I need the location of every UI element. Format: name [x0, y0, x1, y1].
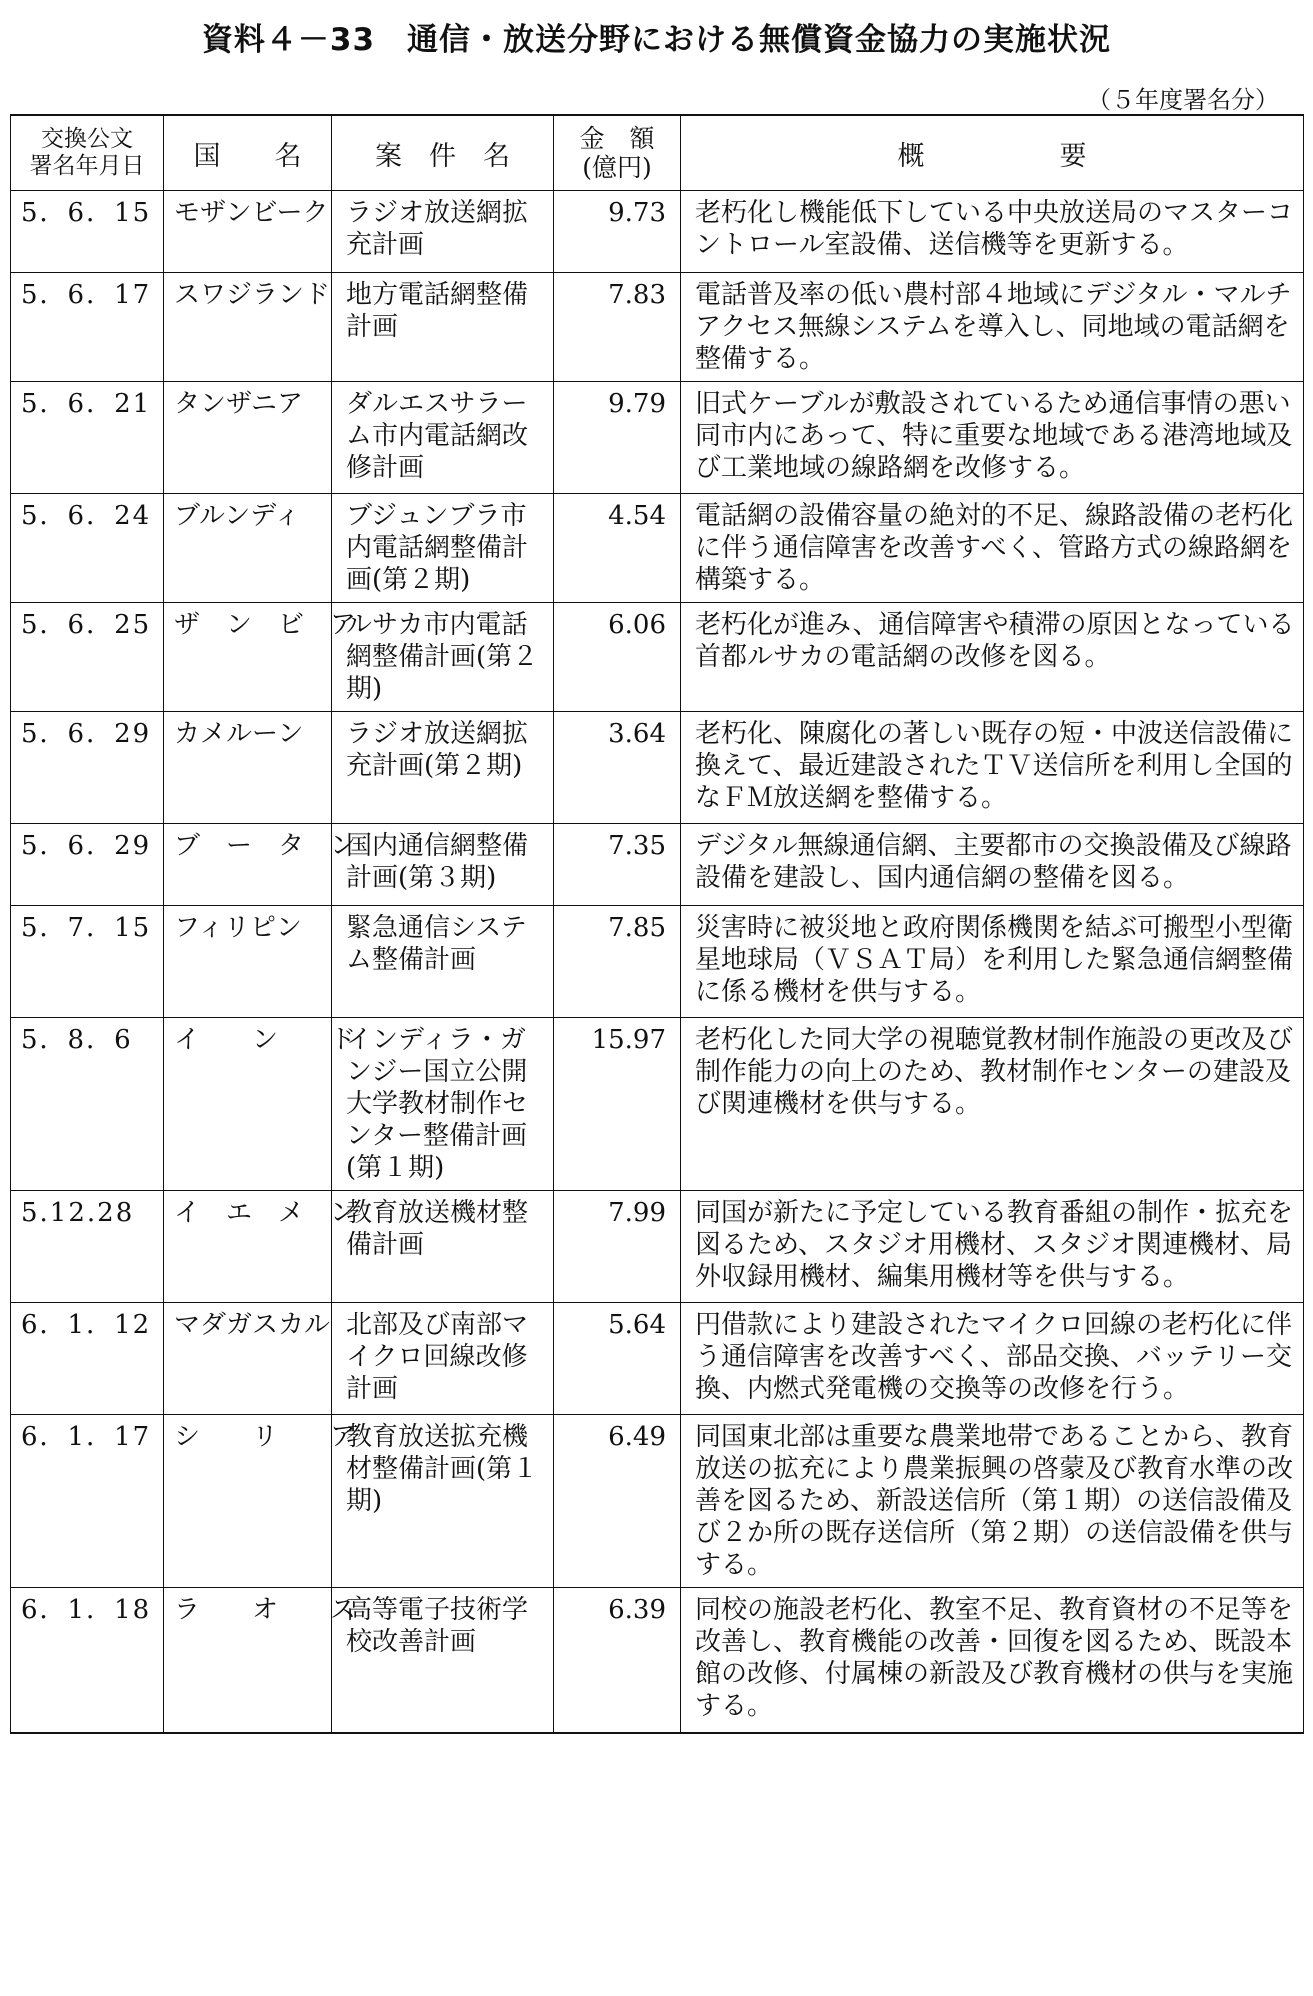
header-signing-date-line1: 交換公文 [41, 126, 133, 152]
cell-amount: 9.79 [554, 382, 681, 494]
table-row [11, 1018, 1304, 1191]
cell-signing-date: 5．6．15 [11, 191, 164, 273]
table-row [11, 1191, 1304, 1303]
cell-summary: 電話網の設備容量の絶対的不足、線路設備の老朽化に伴う通信障害を改善すべく、管路方式の線路網を構築する。 [681, 494, 1304, 603]
cell-project-name: ラジオ放送網拡充計画(第２期) [332, 712, 554, 824]
table-row [11, 382, 1304, 494]
cell-signing-date: 5．6．21 [11, 382, 164, 494]
cell-country: タンザニア [164, 382, 332, 494]
cell-project-name: 地方電話網整備計画 [332, 273, 554, 382]
cell-amount: 7.85 [554, 906, 681, 1018]
table-row [11, 712, 1304, 824]
header-signing-date-line2: 署名年月日 [29, 153, 145, 179]
cell-summary: 電話普及率の低い農村部４地域にデジタル・マルチアクセス無線システムを導入し、同地域の電話網を整備する。 [681, 273, 1304, 382]
cell-project-name: 教育放送機材整備計画 [332, 1191, 554, 1303]
table-row [11, 906, 1304, 1018]
cell-summary: 老朽化、陳腐化の著しい既存の短・中波送信設備に換えて、最近建設されたＴＶ送信所を利用し全国的なＦＭ放送網を整備する。 [681, 712, 1304, 824]
header-summary: 概 要 [681, 115, 1304, 191]
table-row [11, 273, 1304, 382]
cell-project-name: 国内通信網整備計画(第３期) [332, 824, 554, 906]
header-amount-line2: (億円) [582, 153, 652, 182]
fiscal-year-note: （５年度署名分） [1087, 86, 1279, 114]
cell-signing-date: 5．8．6 [11, 1018, 164, 1191]
cell-amount: 4.54 [554, 494, 681, 603]
cell-signing-date: 5．6．17 [11, 273, 164, 382]
cell-project-name: ブジュンブラ市内電話網整備計画(第２期) [332, 494, 554, 603]
cell-country: イ ン ド [164, 1018, 332, 1191]
cell-summary: 同校の施設老朽化、教室不足、教育資材の不足等を改善し、教育機能の改善・回復を図るため、既設本館の改修、付属棟の新設及び教育機材の供与を実施する。 [681, 1588, 1304, 1733]
cell-signing-date: 6．1．17 [11, 1415, 164, 1588]
cell-signing-date: 5．6．29 [11, 712, 164, 824]
table-header-row [11, 115, 1304, 191]
cell-summary: 老朽化が進み、通信障害や積滞の原因となっている首都ルサカの電話網の改修を図る。 [681, 603, 1304, 712]
table-body [11, 191, 1304, 1733]
cell-signing-date: 6．1．12 [11, 1303, 164, 1415]
cell-country: カメルーン [164, 712, 332, 824]
cell-country: フィリピン [164, 906, 332, 1018]
cell-signing-date: 6．1．18 [11, 1588, 164, 1733]
cell-country: ザ ン ビ ア [164, 603, 332, 712]
cell-summary: デジタル無線通信網、主要都市の交換設備及び線路設備を建設し、国内通信網の整備を図る。 [681, 824, 1304, 906]
cell-project-name: 北部及び南部マイクロ回線改修計画 [332, 1303, 554, 1415]
cell-project-name: インディラ・ガンジー国立公開大学教材制作センター整備計画(第１期) [332, 1018, 554, 1191]
header-country: 国 名 [164, 115, 332, 191]
cell-summary: 災害時に被災地と政府関係機関を結ぶ可搬型小型衛星地球局（ＶＳＡＴ局）を利用した緊急通信網整備に係る機材を供与する。 [681, 906, 1304, 1018]
header-amount [554, 115, 681, 191]
table-row [11, 1588, 1304, 1733]
cell-project-name: ルサカ市内電話網整備計画(第２期) [332, 603, 554, 712]
table-row [11, 494, 1304, 603]
cell-signing-date: 5.12.28 [11, 1191, 164, 1303]
cell-amount: 7.35 [554, 824, 681, 906]
cell-summary: 同国東北部は重要な農業地帯であることから、教育放送の拡充により農業振興の啓蒙及び教育水準の改善を図るため、新設送信所（第１期）の送信設備及び２か所の既存送信所（第２期）の送信設備を供与する。 [681, 1415, 1304, 1588]
cell-project-name: 教育放送拡充機材整備計画(第１期) [332, 1415, 554, 1588]
cell-amount: 15.97 [554, 1018, 681, 1191]
page-title: 資料４－33 通信・放送分野における無償資金協力の実施状況 [201, 22, 1112, 58]
cell-signing-date: 5．6．24 [11, 494, 164, 603]
cell-country: イ エ メ ン [164, 1191, 332, 1303]
table-row [11, 1303, 1304, 1415]
cell-amount: 7.83 [554, 273, 681, 382]
cell-project-name: ダルエスサラーム市内電話網改修計画 [332, 382, 554, 494]
header-signing-date [11, 115, 164, 191]
cell-country: ラ オ ス [164, 1588, 332, 1733]
cell-country: モザンビーク [164, 191, 332, 273]
cell-amount: 7.99 [554, 1191, 681, 1303]
table-container [10, 114, 1303, 1734]
cell-summary: 旧式ケーブルが敷設されているため通信事情の悪い同市内にあって、特に重要な地域である港湾地域及び工業地域の線路網を改修する。 [681, 382, 1304, 494]
cell-amount: 6.49 [554, 1415, 681, 1588]
cell-amount: 9.73 [554, 191, 681, 273]
cell-amount: 6.06 [554, 603, 681, 712]
cell-summary: 老朽化した同大学の視聴覚教材制作施設の更改及び制作能力の向上のため、教材制作センターの建設及び関連機材を供与する。 [681, 1018, 1304, 1191]
cell-summary: 同国が新たに予定している教育番組の制作・拡充を図るため、スタジオ用機材、スタジオ関連機材、局外収録用機材、編集用機材等を供与する。 [681, 1191, 1304, 1303]
cell-country: マダガスカル [164, 1303, 332, 1415]
cell-signing-date: 5．7．15 [11, 906, 164, 1018]
cell-signing-date: 5．6．25 [11, 603, 164, 712]
cell-signing-date: 5．6．29 [11, 824, 164, 906]
header-project: 案 件 名 [332, 115, 554, 191]
cell-country: ブ ー タ ン [164, 824, 332, 906]
header-amount-line1: 金 額 [579, 124, 655, 153]
cell-amount: 5.64 [554, 1303, 681, 1415]
table-row [11, 191, 1304, 273]
cell-country: シ リ ア [164, 1415, 332, 1588]
table-row [11, 1415, 1304, 1588]
cell-amount: 3.64 [554, 712, 681, 824]
table-row [11, 824, 1304, 906]
cell-project-name: ラジオ放送網拡充計画 [332, 191, 554, 273]
grant-aid-table [10, 114, 1304, 1734]
cell-project-name: 高等電子技術学校改善計画 [332, 1588, 554, 1733]
cell-summary: 円借款により建設されたマイクロ回線の老朽化に伴う通信障害を改善すべく、部品交換、バッテリー交換、内燃式発電機の交換等の改修を行う。 [681, 1303, 1304, 1415]
cell-project-name: 緊急通信システム整備計画 [332, 906, 554, 1018]
cell-amount: 6.39 [554, 1588, 681, 1733]
table-row [11, 603, 1304, 712]
cell-country: ブルンディ [164, 494, 332, 603]
cell-country: スワジランド [164, 273, 332, 382]
cell-summary: 老朽化し機能低下している中央放送局のマスターコントロール室設備、送信機等を更新する。 [681, 191, 1304, 273]
